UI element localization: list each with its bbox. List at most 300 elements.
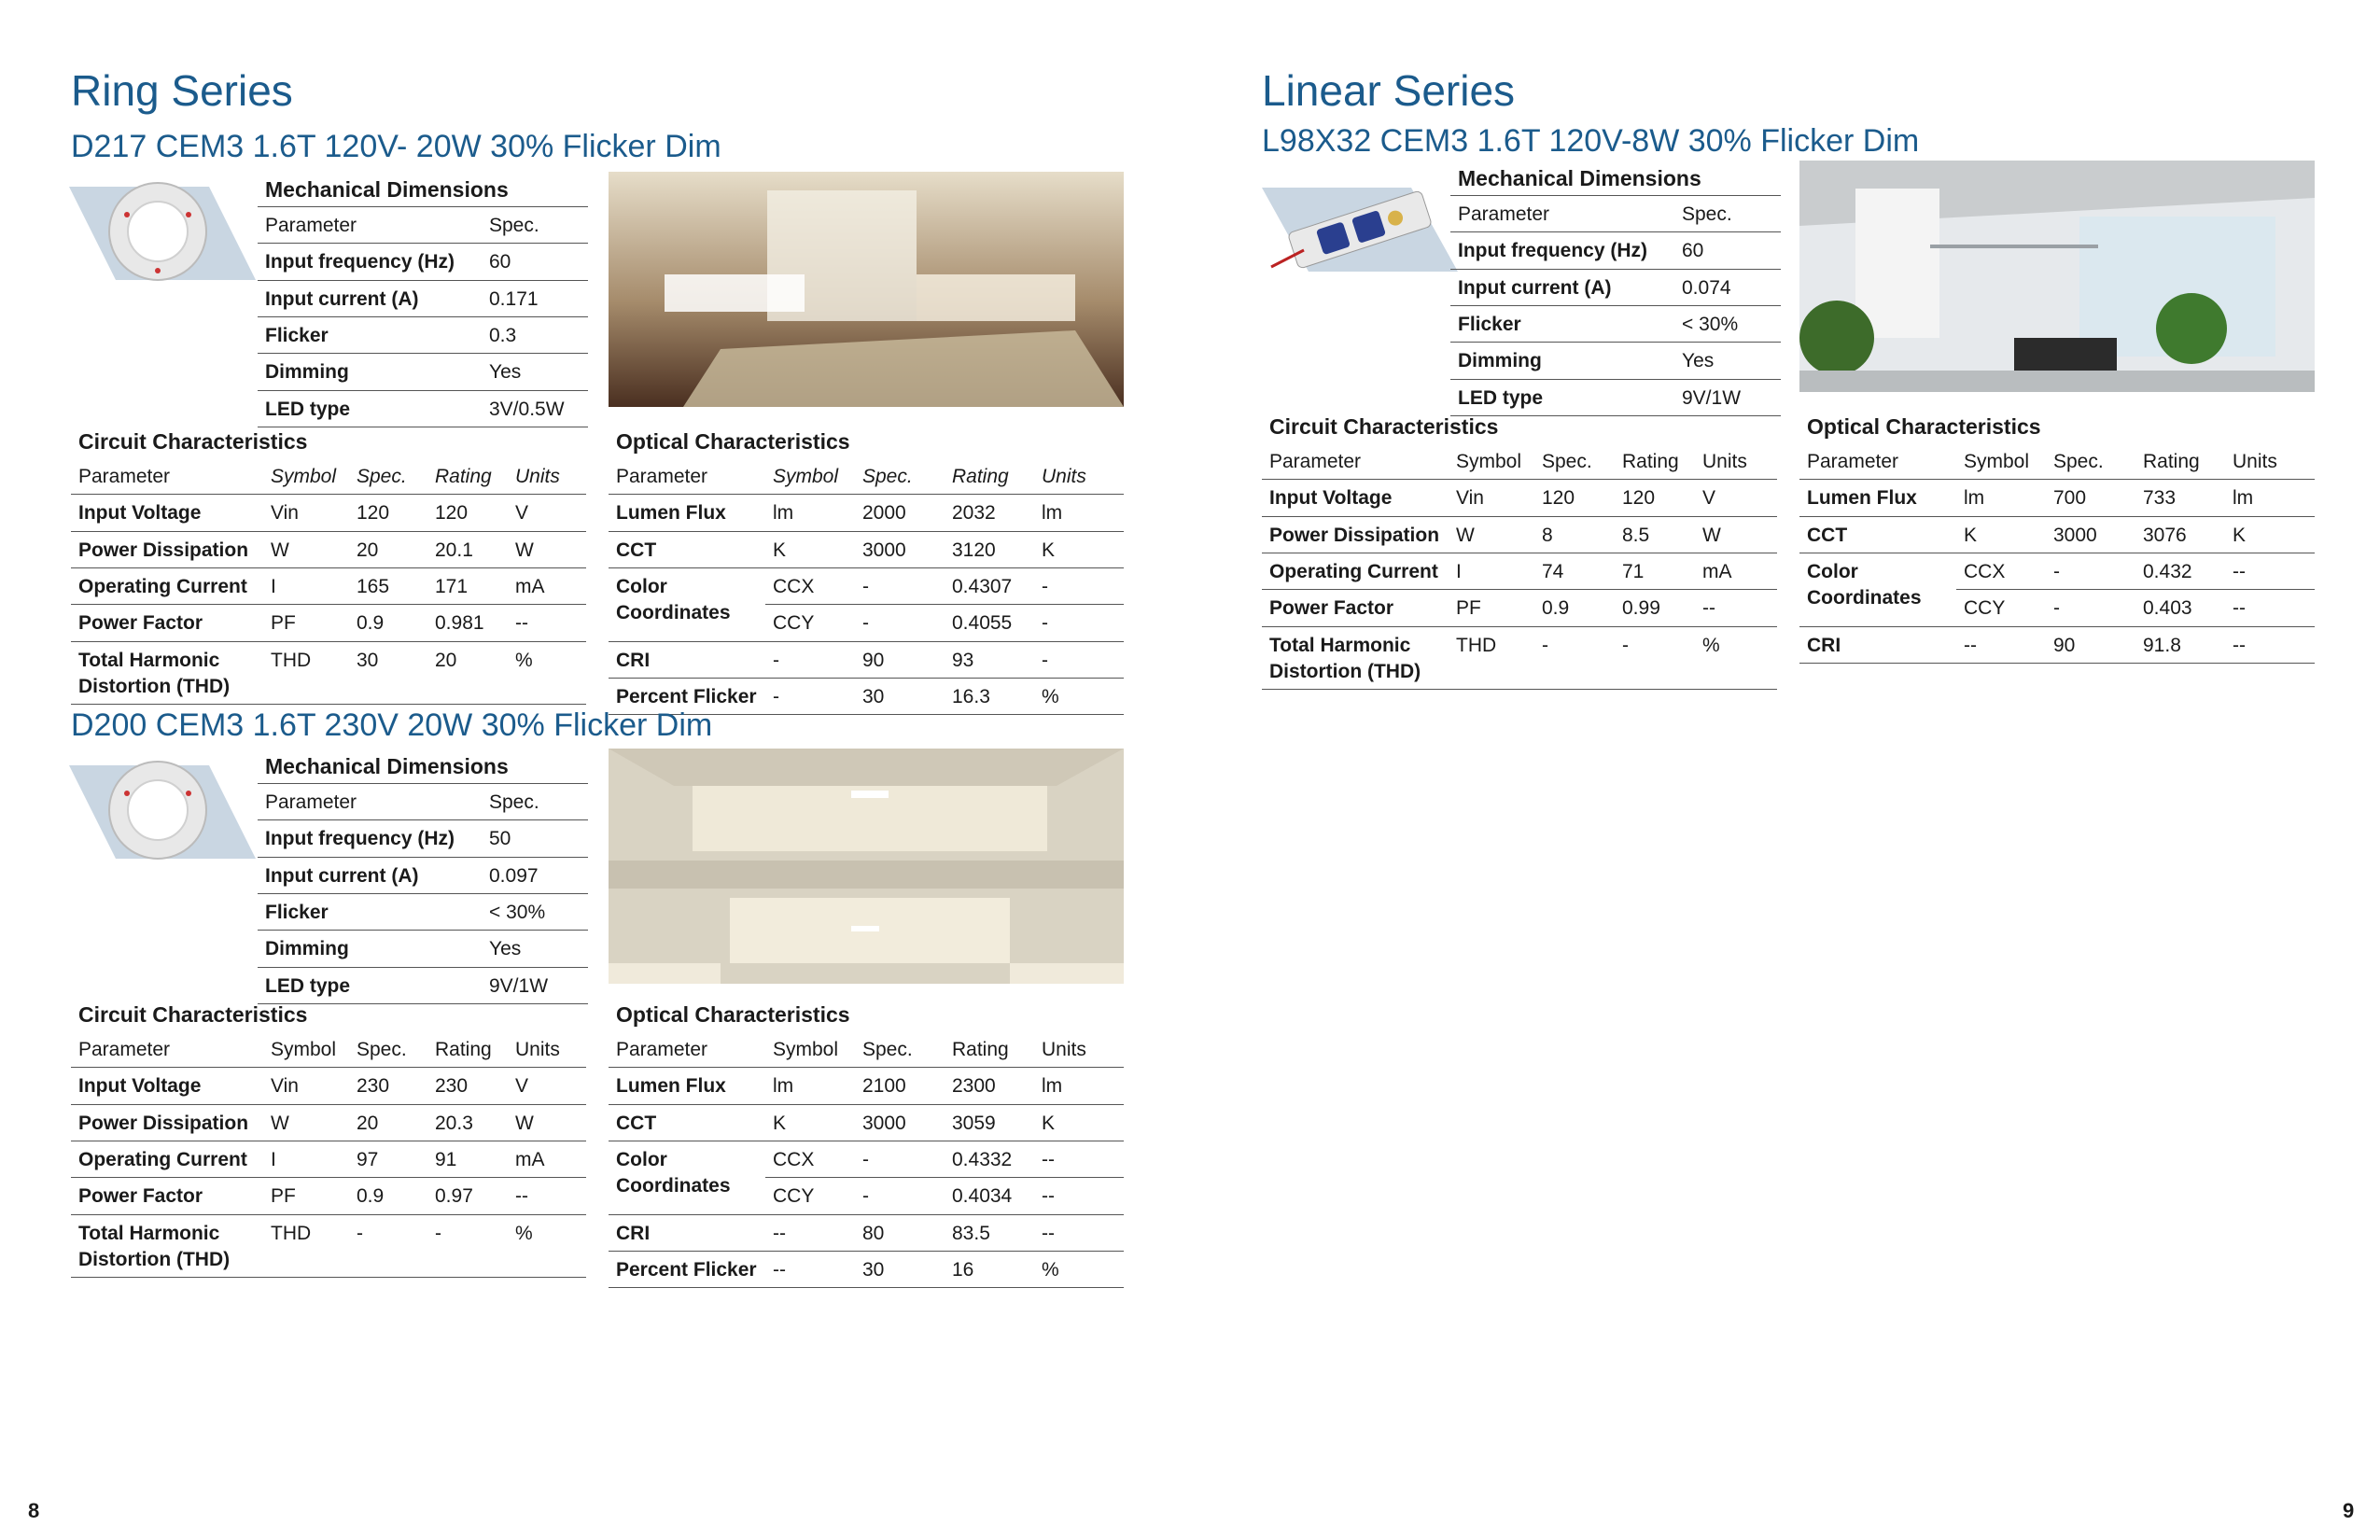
- value-cell: 0.99: [1615, 590, 1695, 626]
- table-row: [258, 857, 588, 893]
- value-cell: 230: [427, 1068, 508, 1104]
- value-cell: lm: [765, 495, 855, 531]
- table-header-row: [258, 784, 588, 820]
- table-row: [71, 605, 586, 641]
- header-cell: Symbol: [765, 1031, 855, 1068]
- value-cell: 20: [427, 641, 508, 705]
- table-header-row: [1262, 443, 1777, 480]
- parameter-cell: Dimming: [1450, 343, 1674, 379]
- value-cell: --: [1034, 1178, 1124, 1214]
- mechanical-heading: Mechanical Dimensions: [258, 177, 588, 207]
- table-row: [258, 354, 588, 390]
- parameter-cell: CRI: [1799, 626, 1956, 663]
- value-cell: CCX: [1956, 553, 2046, 590]
- table-row: [71, 1214, 586, 1278]
- value-cell: K: [1956, 516, 2046, 553]
- value-cell: 91: [427, 1141, 508, 1178]
- value-cell: 120: [349, 495, 427, 531]
- value-cell: Yes: [482, 354, 588, 390]
- value-cell: -: [349, 1214, 427, 1278]
- header-cell: Parameter: [71, 458, 263, 495]
- value-cell: -: [1034, 568, 1124, 605]
- header-cell: Rating: [2135, 443, 2225, 480]
- value-cell: 2100: [855, 1068, 945, 1104]
- parameter-cell: CRI: [609, 1214, 765, 1251]
- parameter-cell: Power Dissipation: [71, 1104, 263, 1141]
- header-cell: Spec.: [855, 458, 945, 495]
- header-cell: Spec.: [482, 207, 588, 244]
- optical-table-d217: [609, 429, 1124, 715]
- value-cell: Vin: [1449, 480, 1534, 516]
- value-cell: 0.9: [349, 605, 427, 641]
- value-cell: 74: [1534, 553, 1615, 590]
- value-cell: 0.403: [2135, 590, 2225, 626]
- table-row: [1450, 379, 1781, 415]
- value-cell: 0.3: [482, 317, 588, 354]
- header-cell: Units: [1034, 458, 1124, 495]
- parameter-cell: CCT: [609, 531, 765, 567]
- parameter-cell: Total Harmonic Distortion (THD): [71, 641, 263, 705]
- header-cell: Units: [508, 458, 586, 495]
- parameter-cell: Power Dissipation: [1262, 516, 1449, 553]
- value-cell: THD: [1449, 626, 1534, 690]
- value-cell: -: [855, 568, 945, 605]
- value-cell: 20: [349, 531, 427, 567]
- value-cell: 20.1: [427, 531, 508, 567]
- ceiling-photo: [609, 749, 1124, 984]
- value-cell: 9V/1W: [1674, 379, 1781, 415]
- parameter-cell: Power Factor: [71, 1178, 263, 1214]
- value-cell: CCY: [765, 605, 855, 641]
- value-cell: mA: [508, 568, 586, 605]
- value-cell: 120: [427, 495, 508, 531]
- header-cell: Symbol: [765, 458, 855, 495]
- table-row: [609, 568, 1124, 605]
- value-cell: 60: [1674, 232, 1781, 269]
- value-cell: I: [263, 1141, 349, 1178]
- parameter-cell: Operating Current: [71, 568, 263, 605]
- product-title-d217: D217 CEM3 1.6T 120V- 20W 30% Flicker Dim: [71, 129, 721, 164]
- table-row: [609, 531, 1124, 567]
- table-row: [71, 641, 586, 705]
- value-cell: 30: [855, 1252, 945, 1288]
- value-cell: %: [1695, 626, 1777, 690]
- value-cell: -: [1034, 641, 1124, 678]
- table-header-row: [258, 207, 588, 244]
- value-cell: 733: [2135, 480, 2225, 516]
- value-cell: -: [855, 1141, 945, 1178]
- value-cell: %: [508, 641, 586, 705]
- header-cell: Rating: [427, 1031, 508, 1068]
- table-header-row: [1799, 443, 2315, 480]
- table-row: [609, 1214, 1124, 1251]
- value-cell: K: [1034, 531, 1124, 567]
- optical-heading: Optical Characteristics: [1807, 414, 2041, 439]
- parameter-cell: CRI: [609, 641, 765, 678]
- value-cell: 50: [482, 820, 588, 857]
- header-cell: Symbol: [263, 1031, 349, 1068]
- value-cell: Vin: [263, 495, 349, 531]
- value-cell: 3076: [2135, 516, 2225, 553]
- value-cell: K: [2225, 516, 2315, 553]
- table-header-row: [71, 458, 586, 495]
- value-cell: 91.8: [2135, 626, 2225, 663]
- parameter-cell: Operating Current: [1262, 553, 1449, 590]
- value-cell: 20.3: [427, 1104, 508, 1141]
- table-row: [609, 1141, 1124, 1178]
- parameter-cell: LED type: [258, 967, 482, 1003]
- header-cell: Units: [508, 1031, 586, 1068]
- parameter-cell: Input Voltage: [71, 1068, 263, 1104]
- parameter-cell: Flicker: [258, 317, 482, 354]
- parameter-cell: Flicker: [1450, 306, 1674, 343]
- parameter-cell: Lumen Flux: [609, 1068, 765, 1104]
- value-cell: 30: [349, 641, 427, 705]
- mechanical-table-d217: [258, 177, 588, 427]
- table-row: [609, 641, 1124, 678]
- header-cell: Units: [2225, 443, 2315, 480]
- value-cell: 3059: [945, 1104, 1034, 1141]
- value-cell: W: [1449, 516, 1534, 553]
- parameter-cell: Input frequency (Hz): [258, 820, 482, 857]
- parameter-cell: Color Coordinates: [609, 1141, 765, 1215]
- ring-module-thumbnail-d217: [69, 177, 256, 289]
- value-cell: Yes: [482, 931, 588, 967]
- table-row: [1450, 306, 1781, 343]
- header-cell: Rating: [1615, 443, 1695, 480]
- table-row: [258, 931, 588, 967]
- table-row: [71, 1104, 586, 1141]
- parameter-cell: Dimming: [258, 931, 482, 967]
- value-cell: --: [508, 605, 586, 641]
- circuit-heading: Circuit Characteristics: [78, 1002, 308, 1027]
- optical-table-d200: [609, 1002, 1124, 1288]
- value-cell: 0.97: [427, 1178, 508, 1214]
- mechanical-table-l98x32: [1450, 166, 1781, 416]
- value-cell: 700: [2046, 480, 2135, 516]
- header-cell: Parameter: [609, 1031, 765, 1068]
- mechanical-heading: Mechanical Dimensions: [258, 754, 588, 784]
- value-cell: -: [765, 679, 855, 715]
- linear-series-title: Linear Series: [1262, 66, 1516, 115]
- parameter-cell: Input Voltage: [1262, 480, 1449, 516]
- value-cell: V: [1695, 480, 1777, 516]
- circuit-table-l98x32: [1262, 414, 1777, 690]
- value-cell: --: [2225, 553, 2315, 590]
- value-cell: -: [855, 1178, 945, 1214]
- parameter-cell: Lumen Flux: [1799, 480, 1956, 516]
- value-cell: 3120: [945, 531, 1034, 567]
- table-row: [1450, 269, 1781, 305]
- parameter-cell: Input current (A): [258, 857, 482, 893]
- table-row: [258, 820, 588, 857]
- value-cell: %: [1034, 1252, 1124, 1288]
- value-cell: --: [765, 1252, 855, 1288]
- parameter-cell: Operating Current: [71, 1141, 263, 1178]
- parameter-cell: Total Harmonic Distortion (THD): [71, 1214, 263, 1278]
- table-row: [1799, 626, 2315, 663]
- table-row: [1262, 480, 1777, 516]
- value-cell: 90: [855, 641, 945, 678]
- value-cell: CCY: [765, 1178, 855, 1214]
- value-cell: K: [1034, 1104, 1124, 1141]
- value-cell: 0.9: [1534, 590, 1615, 626]
- value-cell: K: [765, 531, 855, 567]
- value-cell: W: [263, 531, 349, 567]
- value-cell: I: [1449, 553, 1534, 590]
- value-cell: 60: [482, 244, 588, 280]
- table-row: [1262, 626, 1777, 690]
- value-cell: 2300: [945, 1068, 1034, 1104]
- header-cell: Spec.: [482, 784, 588, 820]
- header-cell: Rating: [945, 458, 1034, 495]
- product-title-l98x32: L98X32 CEM3 1.6T 120V-8W 30% Flicker Dim: [1262, 123, 1920, 159]
- table-row: [1262, 516, 1777, 553]
- value-cell: 90: [2046, 626, 2135, 663]
- parameter-cell: Power Dissipation: [71, 531, 263, 567]
- product-title-d200: D200 CEM3 1.6T 230V 20W 30% Flicker Dim: [71, 707, 713, 743]
- value-cell: 0.4034: [945, 1178, 1034, 1214]
- ring-series-title: Ring Series: [71, 66, 293, 115]
- value-cell: lm: [1956, 480, 2046, 516]
- table-row: [1262, 553, 1777, 590]
- table-row: [1450, 232, 1781, 269]
- header-cell: Rating: [945, 1031, 1034, 1068]
- header-cell: Spec.: [1534, 443, 1615, 480]
- value-cell: CCX: [765, 1141, 855, 1178]
- value-cell: 3000: [855, 1104, 945, 1141]
- header-cell: Spec.: [1674, 196, 1781, 232]
- value-cell: -: [1034, 605, 1124, 641]
- value-cell: 93: [945, 641, 1034, 678]
- parameter-cell: Color Coordinates: [609, 568, 765, 642]
- header-cell: Parameter: [609, 458, 765, 495]
- value-cell: 0.4332: [945, 1141, 1034, 1178]
- header-cell: Spec.: [349, 1031, 427, 1068]
- table-row: [1262, 590, 1777, 626]
- mechanical-table-d200: [258, 754, 588, 1004]
- parameter-cell: CCT: [609, 1104, 765, 1141]
- table-row: [258, 317, 588, 354]
- circuit-heading: Circuit Characteristics: [1269, 414, 1499, 439]
- optical-heading: Optical Characteristics: [616, 429, 850, 454]
- table-row: [71, 568, 586, 605]
- page-number-right: 9: [2343, 1499, 2355, 1522]
- value-cell: K: [765, 1104, 855, 1141]
- value-cell: 0.097: [482, 857, 588, 893]
- table-row: [258, 244, 588, 280]
- table-row: [1799, 480, 2315, 516]
- value-cell: 71: [1615, 553, 1695, 590]
- table-row: [258, 967, 588, 1003]
- value-cell: 3000: [855, 531, 945, 567]
- header-cell: Parameter: [1799, 443, 1956, 480]
- value-cell: THD: [263, 641, 349, 705]
- table-row: [609, 1252, 1124, 1288]
- value-cell: 80: [855, 1214, 945, 1251]
- value-cell: mA: [508, 1141, 586, 1178]
- value-cell: 2000: [855, 495, 945, 531]
- value-cell: W: [508, 531, 586, 567]
- ring-module-thumbnail-d200: [69, 756, 256, 868]
- value-cell: V: [508, 495, 586, 531]
- value-cell: lm: [1034, 1068, 1124, 1104]
- header-cell: Parameter: [71, 1031, 263, 1068]
- value-cell: --: [508, 1178, 586, 1214]
- table-row: [258, 894, 588, 931]
- header-cell: Symbol: [263, 458, 349, 495]
- parameter-cell: CCT: [1799, 516, 1956, 553]
- header-cell: Symbol: [1449, 443, 1534, 480]
- table-row: [258, 280, 588, 316]
- value-cell: 3V/0.5W: [482, 390, 588, 427]
- optical-heading: Optical Characteristics: [616, 1002, 850, 1027]
- value-cell: Vin: [263, 1068, 349, 1104]
- table-row: [71, 531, 586, 567]
- table-row: [1450, 343, 1781, 379]
- value-cell: 3000: [2046, 516, 2135, 553]
- parameter-cell: Input current (A): [1450, 269, 1674, 305]
- header-cell: Spec.: [2046, 443, 2135, 480]
- value-cell: 8: [1534, 516, 1615, 553]
- value-cell: 20: [349, 1104, 427, 1141]
- header-cell: Parameter: [258, 207, 482, 244]
- value-cell: CCY: [1956, 590, 2046, 626]
- value-cell: 0.9: [349, 1178, 427, 1214]
- value-cell: I: [263, 568, 349, 605]
- parameter-cell: LED type: [258, 390, 482, 427]
- value-cell: --: [1956, 626, 2046, 663]
- parameter-cell: Total Harmonic Distortion (THD): [1262, 626, 1449, 690]
- value-cell: 120: [1615, 480, 1695, 516]
- table-row: [71, 1068, 586, 1104]
- value-cell: < 30%: [482, 894, 588, 931]
- circuit-table-d200: [71, 1002, 586, 1278]
- value-cell: THD: [263, 1214, 349, 1278]
- value-cell: 0.432: [2135, 553, 2225, 590]
- table-row: [71, 495, 586, 531]
- value-cell: 0.4055: [945, 605, 1034, 641]
- header-cell: Symbol: [1956, 443, 2046, 480]
- living-room-photo: [609, 172, 1124, 407]
- parameter-cell: Power Factor: [1262, 590, 1449, 626]
- value-cell: PF: [1449, 590, 1534, 626]
- value-cell: -: [855, 605, 945, 641]
- value-cell: 0.4307: [945, 568, 1034, 605]
- parameter-cell: Dimming: [258, 354, 482, 390]
- value-cell: W: [508, 1104, 586, 1141]
- header-cell: Parameter: [1450, 196, 1674, 232]
- table-header-row: [609, 458, 1124, 495]
- value-cell: < 30%: [1674, 306, 1781, 343]
- table-row: [609, 495, 1124, 531]
- value-cell: --: [765, 1214, 855, 1251]
- value-cell: V: [508, 1068, 586, 1104]
- value-cell: 0.171: [482, 280, 588, 316]
- table-row: [1799, 516, 2315, 553]
- value-cell: --: [2225, 626, 2315, 663]
- parameter-cell: Percent Flicker: [609, 679, 765, 715]
- parameter-cell: Flicker: [258, 894, 482, 931]
- header-cell: Parameter: [1262, 443, 1449, 480]
- value-cell: 230: [349, 1068, 427, 1104]
- parameter-cell: Input frequency (Hz): [258, 244, 482, 280]
- header-cell: Units: [1695, 443, 1777, 480]
- circuit-table-d217: [71, 429, 586, 705]
- value-cell: mA: [1695, 553, 1777, 590]
- value-cell: -: [1615, 626, 1695, 690]
- value-cell: -: [2046, 553, 2135, 590]
- table-header-row: [71, 1031, 586, 1068]
- header-cell: Spec.: [349, 458, 427, 495]
- parameter-cell: Color Coordinates: [1799, 553, 1956, 627]
- parameter-cell: Percent Flicker: [609, 1252, 765, 1288]
- header-cell: Rating: [427, 458, 508, 495]
- value-cell: PF: [263, 605, 349, 641]
- optical-table-l98x32: [1799, 414, 2315, 664]
- value-cell: %: [1034, 679, 1124, 715]
- value-cell: 16.3: [945, 679, 1034, 715]
- value-cell: 97: [349, 1141, 427, 1178]
- value-cell: -: [427, 1214, 508, 1278]
- table-row: [258, 390, 588, 427]
- value-cell: 0.074: [1674, 269, 1781, 305]
- value-cell: Yes: [1674, 343, 1781, 379]
- value-cell: 165: [349, 568, 427, 605]
- linear-module-thumbnail: [1262, 183, 1458, 276]
- parameter-cell: Input Voltage: [71, 495, 263, 531]
- parameter-cell: Input current (A): [258, 280, 482, 316]
- value-cell: lm: [765, 1068, 855, 1104]
- value-cell: 0.981: [427, 605, 508, 641]
- value-cell: --: [1034, 1141, 1124, 1178]
- parameter-cell: Input frequency (Hz): [1450, 232, 1674, 269]
- value-cell: -: [1534, 626, 1615, 690]
- parameter-cell: LED type: [1450, 379, 1674, 415]
- value-cell: --: [1695, 590, 1777, 626]
- table-header-row: [609, 1031, 1124, 1068]
- value-cell: 171: [427, 568, 508, 605]
- value-cell: 83.5: [945, 1214, 1034, 1251]
- page-number-left: 8: [28, 1499, 40, 1522]
- parameter-cell: Power Factor: [71, 605, 263, 641]
- office-photo: [1799, 161, 2315, 392]
- table-row: [71, 1141, 586, 1178]
- table-row: [71, 1178, 586, 1214]
- value-cell: W: [263, 1104, 349, 1141]
- value-cell: -: [765, 641, 855, 678]
- value-cell: CCX: [765, 568, 855, 605]
- value-cell: lm: [1034, 495, 1124, 531]
- mechanical-heading: Mechanical Dimensions: [1450, 166, 1781, 196]
- header-cell: Units: [1034, 1031, 1124, 1068]
- parameter-cell: Lumen Flux: [609, 495, 765, 531]
- table-row: [1799, 553, 2315, 590]
- value-cell: 16: [945, 1252, 1034, 1288]
- circuit-heading: Circuit Characteristics: [78, 429, 308, 454]
- value-cell: PF: [263, 1178, 349, 1214]
- value-cell: -: [2046, 590, 2135, 626]
- value-cell: 30: [855, 679, 945, 715]
- value-cell: W: [1695, 516, 1777, 553]
- value-cell: %: [508, 1214, 586, 1278]
- table-row: [609, 1104, 1124, 1141]
- table-header-row: [1450, 196, 1781, 232]
- value-cell: 9V/1W: [482, 967, 588, 1003]
- value-cell: 8.5: [1615, 516, 1695, 553]
- value-cell: --: [2225, 590, 2315, 626]
- table-row: [609, 1068, 1124, 1104]
